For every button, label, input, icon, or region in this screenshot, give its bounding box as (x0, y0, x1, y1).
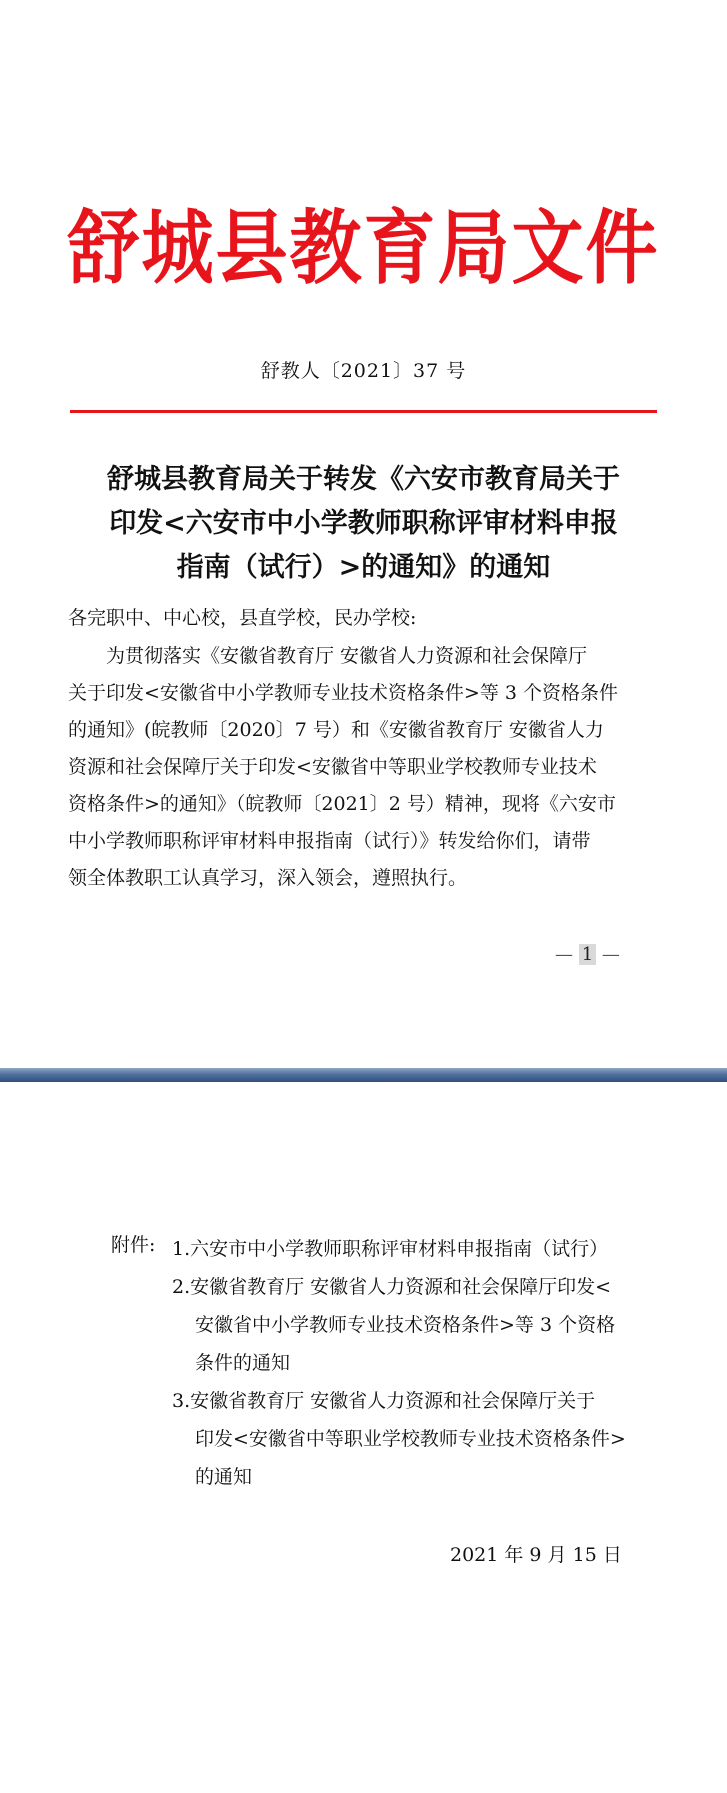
red-rule-divider (70, 410, 657, 413)
attachment-item-3: 3.安徽省教育厅 安徽省人力资源和社会保障厅关于 (172, 1390, 596, 1412)
page-number (555, 944, 620, 965)
notice-body (68, 638, 668, 897)
attachment-item-2-cont: 条件的通知 (195, 1352, 291, 1374)
body-line: 资格条件>的通知》（皖教师〔2021〕2 号）精神，现将《六安市 (68, 793, 616, 815)
page-number-dash-right: — (601, 944, 620, 965)
attachment-item-1: 1.六安市中小学教师职称评审材料申报指南（试行） (172, 1238, 609, 1260)
page-number-value: 1 (579, 944, 596, 965)
attachments-label: 附件: (111, 1234, 156, 1256)
document-header-title: 舒城县教育局文件 (67, 199, 660, 296)
attachment-item-3-cont: 印发<安徽省中等职业学校教师专业技术资格条件> (195, 1428, 626, 1450)
body-line: 为贯彻落实《安徽省教育厅 安徽省人力资源和社会保障厅 (68, 645, 588, 667)
body-line: 领全体教职工认真学习，深入领会，遵照执行。 (68, 867, 468, 889)
body-line: 资源和社会保障厅关于印发<安徽省中等职业学校教师专业技术 (68, 756, 597, 778)
body-line: 关于印发<安徽省中小学教师专业技术资格条件>等 3 个资格条件 (68, 682, 619, 704)
notice-title-line: 指南（试行）>的通知》的通知 (176, 552, 551, 583)
document-date: 2021 年 9 月 15 日 (450, 1544, 622, 1566)
attachment-item-2-cont: 安徽省中小学教师专业技术资格条件>等 3 个资格 (195, 1314, 616, 1336)
page-break-divider (0, 1068, 727, 1082)
attachment-item-2: 2.安徽省教育厅 安徽省人力资源和社会保障厅印发< (172, 1276, 612, 1298)
notice-title-line: 舒城县教育局关于转发《六安市教育局关于 (107, 464, 620, 495)
document-number: 舒教人〔2021〕37 号 (260, 360, 467, 382)
body-line: 的通知》(皖教师〔2020〕7 号）和《安徽省教育厅 安徽省人力 (68, 719, 604, 741)
addressee: 各完职中、中心校，县直学校，民办学校: (68, 607, 417, 629)
page-number-dash-left: — (555, 944, 573, 965)
body-line: 中小学教师职称评审材料申报指南（试行）》转发给你们，请带 (68, 830, 591, 852)
attachment-item-3-cont: 的通知 (195, 1466, 253, 1488)
notice-title (60, 458, 667, 590)
notice-title-line: 印发<六安市中小学教师职称评审材料申报 (109, 508, 618, 539)
